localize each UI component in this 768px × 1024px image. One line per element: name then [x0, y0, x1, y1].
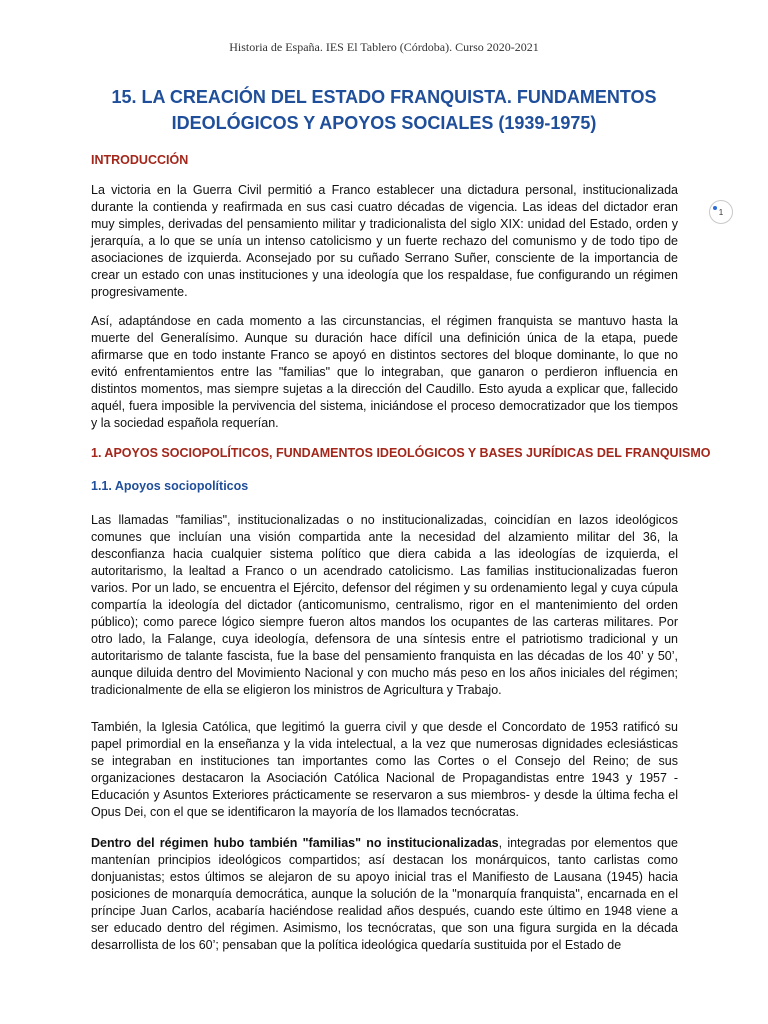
paragraph-3-rest: , integradas por elementos que mantenían principios ideológicos compartidos; así destacan los monárquicos, tanto carlistas como donjuanistas; estos últimos se alejaron de su apoyo inicial tras el Manifiesto de Lausana (1945) hacia posiciones de monarquía democrática, aunque la solución de la "monarquía franquista", encarnada en el príncipe Juan Carlos, acabaría haciéndose realidad años después, cuando este último en 1948 viene a ser educado dentro del régimen. Asimismo, los tecnócratas, que son una figura surgida en la década desarrollista de los 60’; pensaban que la política ideológica quedaría sustituida por el Estado de: [91, 836, 678, 952]
intro-paragraph-1: La victoria en la Guerra Civil permitió a Franco establecer una dictadura personal, institucionalizada durante la contienda y reafirmada en sus casi cuatro décadas de vigencia. Las ideas del dictador eran muy simples, derivadas del pensamiento militar y tradicionalista del siglo XIX: unidad del Estado, orden y jerarquía, a lo que se unía un intenso catolicismo y un fuerte rechazo del comunismo y de todo tipo de asociaciones de izquierda. Aconsejado por su cuñado Serrano Suñer, consciente de la importancia de crear un estado con unas instituciones y una ideología que los respaldase, fue configurando un régimen progresivamente.: [91, 183, 678, 299]
subsection-1-1-heading: 1.1. Apoyos sociopolíticos: [91, 479, 249, 493]
page-header: Historia de España. IES El Tablero (Córdoba). Curso 2020-2021: [229, 40, 539, 54]
section-1-paragraph-3: [91, 835, 678, 954]
title-line-1: 15. LA CREACIÓN DEL ESTADO FRANQUISTA. FUNDAMENTOS: [111, 87, 657, 107]
section-1-paragraph-1: Las llamadas "familias", institucionalizadas o no institucionalizadas, coincidían en lazos ideológicos comunes que incluían una visión compartida ante la necesidad del alzamiento militar del 36, la desconfianza hacia cualquier sistema político que diera cabida a las ideologías de izquierda, el autoritarismo, la lealtad a Franco o un acendrado catolicismo. Las familias institucionalizadas fueron varios. Por un lado, se encuentra el Ejército, defensor del régimen y su ordenamiento legal y cuya cúpula compartía la ideología del dictador (anticomunismo, centralismo, rigor en el mantenimiento del orden público); como parece lógico siempre fueron altos mandos los ocupantes de las carteras militares. Por otro lado, la Falange, cuya ideología, defensora de una síntesis entre el patriotismo tradicional y un autoritarismo de talante fascista, fue la base del pensamiento franquista en las décadas de los 40’ y 50’, aunque diluida dentro del Movimiento Nacional y con mucho más peso en los años iniciales del régimen; tradicionalmente de ella se eligieron los ministros de Agricultura y Trabajo.: [91, 513, 678, 697]
title-line-2: IDEOLÓGICOS Y APOYOS SOCIALES (1939-1975): [171, 113, 597, 133]
section-1-heading: 1. APOYOS SOCIOPOLÍTICOS, FUNDAMENTOS IDEOLÓGICOS Y BASES JURÍDICAS DEL FRANQUISMO: [91, 446, 711, 460]
paragraph-3-bold-lead: Dentro del régimen hubo también "familias" no institucionalizadas: [91, 836, 499, 850]
comment-marker[interactable]: [709, 200, 733, 224]
comment-number: 1: [718, 207, 724, 217]
intro-paragraph-2: Así, adaptándose en cada momento a las circunstancias, el régimen franquista se mantuvo hasta la muerte del Generalísimo. Aunque su duración hace difícil una definición única de la etapa, puede afirmarse que en todo instante Franco se apoyó en distintos sectores del bloque dominante, lo que no evitó enfrentamientos entre las "familias" que lo integraban, que ganaron o perdieron influencia en distintos momentos, mas siempre sujetas a la dirección del Caudillo. Esto ayuda a explicar que, fallecido aquél, fuera imposible la pervivencia del sistema, iniciándose el proceso democratizador que los tiempos y la sociedad española requerían.: [91, 314, 678, 430]
document-title: [90, 84, 678, 136]
comment-dot-icon: [713, 206, 717, 210]
section-1-paragraph-2: También, la Iglesia Católica, que legitimó la guerra civil y que desde el Concordato de 1953 ratificó su papel primordial en la enseñanza y la vida intelectual, a la vez que numerosas dignidades eclesiásticas se integraban en instituciones tan importantes como las Cortes o el Consejo del Reino; de sus organizaciones destacaron la Asociación Católica Nacional de Propagandistas entre 1943 y 1957 - Educación y Asuntos Exteriores prácticamente se reservaron a sus miembros- y desde la última fecha el Opus Dei, con el que se identificaron la mayoría de los llamados tecnócratas.: [91, 720, 678, 819]
intro-heading: INTRODUCCIÓN: [91, 153, 189, 167]
